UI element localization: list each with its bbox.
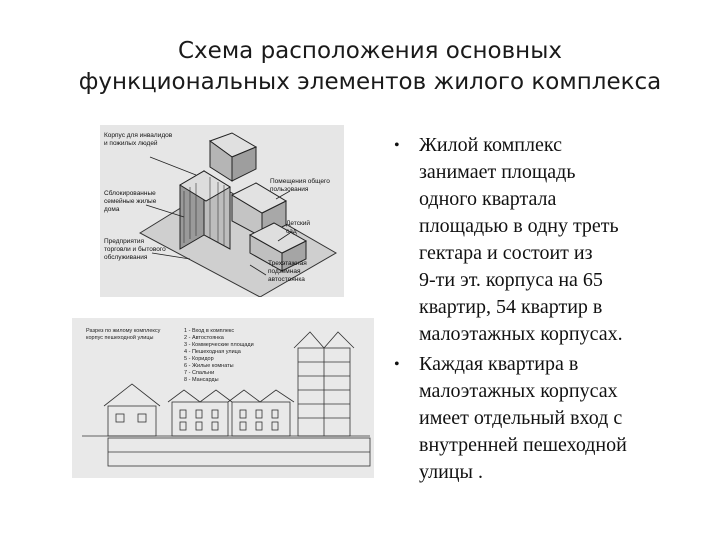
site-plan-drawing	[100, 125, 344, 297]
legend-6: 6 - Жилые комнаты	[184, 363, 234, 369]
label-parking: Трехэтажная	[268, 260, 307, 267]
title-line-2: функциональных элементов жилого комплекса	[78, 69, 662, 95]
site-plan-figure	[100, 125, 344, 297]
section-header-1: Разрез по жилому комплексу	[86, 328, 161, 334]
label-shops-3: обслуживания	[104, 254, 148, 261]
section-figure	[72, 318, 374, 478]
label-blocked-3: дома	[104, 206, 120, 213]
legend-2: 2 - Автостоянка	[184, 335, 224, 341]
legend-5: 5 - Коридор	[184, 356, 214, 362]
bullet-marker: •	[394, 356, 400, 373]
bullet-marker: •	[394, 137, 400, 154]
legend-8: 8 - Мансарды	[184, 377, 219, 383]
bullet-text: Каждая квартира в малоэтажных корпусах имеет отдельный вход с внутренней пешеходной улицы .	[419, 353, 627, 483]
section-drawing	[72, 318, 374, 478]
label-kindergarten-2: сад	[286, 228, 297, 235]
bullet-text: Жилой комплекс занимает площадь одного квартала площадью в одну треть гектара и состоит из 9-ти эт. корпуса на 65 квартир, 54 квартир в малоэтажных корпусах.	[419, 134, 623, 345]
label-blocked-2: семейные жилые	[104, 198, 157, 205]
bullet-list	[394, 132, 694, 489]
label-invalids: Корпус для инвалидов	[104, 132, 173, 139]
label-blocked: Сблокированные	[104, 190, 156, 197]
legend-3: 3 - Коммерческие площади	[184, 342, 254, 348]
label-parking-3: автостоянка	[268, 276, 305, 283]
label-invalids-2: и пожилых людей	[104, 140, 158, 147]
slide-title	[40, 36, 700, 98]
label-common: Помещения общего	[270, 178, 330, 185]
legend-1: 1 - Вход в комплекс	[184, 328, 235, 334]
label-parking-2: подземная	[268, 268, 301, 275]
label-kindergarten: Детский	[286, 220, 311, 227]
legend-4: 4 - Пешеходная улица	[184, 349, 241, 355]
bullet-item	[394, 132, 694, 348]
title-line-1: Схема расположения основных	[178, 38, 562, 64]
legend-7: 7 - Спальни	[184, 370, 215, 376]
label-shops-2: торговли и бытового	[104, 246, 166, 253]
label-shops: Предприятия	[104, 238, 144, 245]
section-header-2: корпус пешеходной улицы	[86, 335, 154, 341]
label-common-2: пользования	[270, 186, 309, 193]
bullet-item	[394, 351, 694, 486]
